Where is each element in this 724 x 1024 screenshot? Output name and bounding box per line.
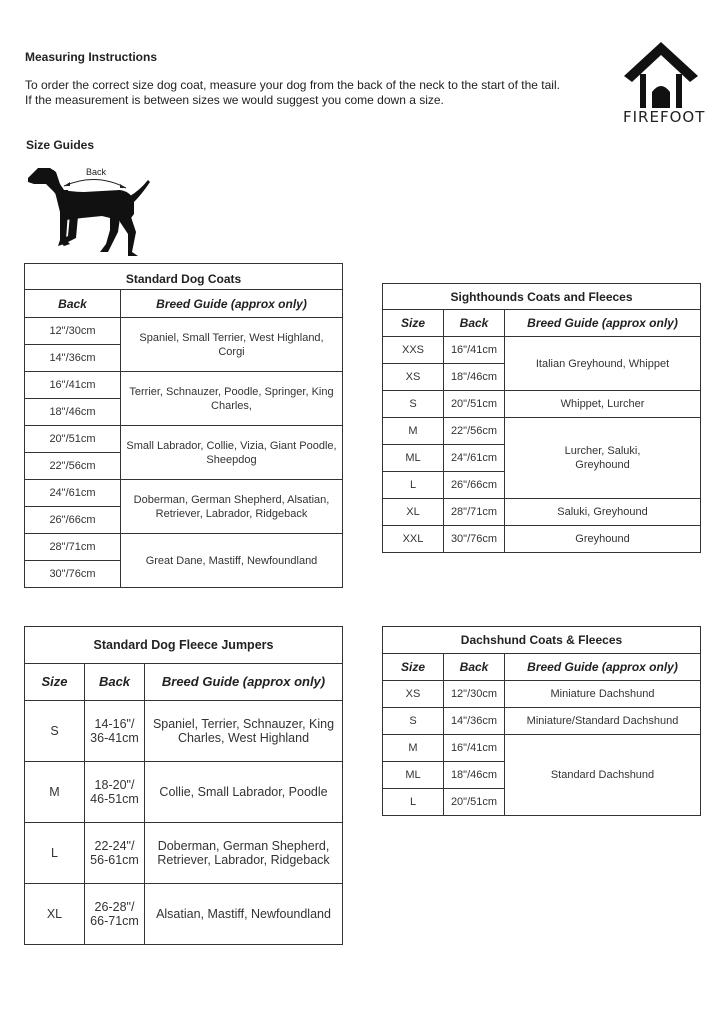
- back-cell: 14"/36cm: [444, 708, 505, 735]
- col-header-size: Size: [383, 310, 444, 337]
- intro-line-2: If the measurement is between sizes we would suggest you come down a size.: [25, 93, 444, 107]
- back-cell: 18"/46cm: [444, 364, 505, 391]
- breed-cell: Great Dane, Mastiff, Newfoundland: [121, 534, 343, 588]
- size-cell: M: [383, 735, 444, 762]
- back-cell: 12"/30cm: [444, 681, 505, 708]
- breed-cell: Doberman, German Shepherd, Retriever, Labrador, Ridgeback: [145, 823, 343, 884]
- back-cell: 20"/51cm: [444, 391, 505, 418]
- back-cm: 46-51cm: [90, 792, 139, 806]
- back-cell: 18"/46cm: [25, 399, 121, 426]
- back-cell: 22"/56cm: [444, 418, 505, 445]
- dog-house-icon: [620, 38, 704, 108]
- size-cell: XXL: [383, 526, 444, 553]
- breed-cell: Small Labrador, Collie, Vizia, Giant Poodle, Sheepdog: [121, 426, 343, 480]
- back-cell: [85, 823, 145, 884]
- back-cell: 24"/61cm: [444, 445, 505, 472]
- back-cell: [85, 884, 145, 945]
- col-header-breed: Breed Guide (approx only): [505, 310, 701, 337]
- intro-line-1: To order the correct size dog coat, measure your dog from the back of the neck to the start of the tail.: [25, 78, 560, 92]
- size-cell: ML: [383, 762, 444, 789]
- dachshund-table: [382, 626, 701, 816]
- col-header-back: Back: [85, 664, 145, 701]
- back-cm: 56-61cm: [90, 853, 139, 867]
- back-cell: 28"/71cm: [25, 534, 121, 561]
- col-header-breed: Breed Guide (approx only): [121, 290, 343, 318]
- breed-cell: Greyhound: [505, 526, 701, 553]
- back-cell: 14"/36cm: [25, 345, 121, 372]
- size-cell: XL: [383, 499, 444, 526]
- breed-cell: Doberman, German Shepherd, Alsatian, Retriever, Labrador, Ridgeback: [121, 480, 343, 534]
- size-cell: S: [383, 708, 444, 735]
- size-cell: M: [383, 418, 444, 445]
- back-cell: 20"/51cm: [444, 789, 505, 816]
- col-header-size: Size: [25, 664, 85, 701]
- size-cell: XL: [25, 884, 85, 945]
- breed-cell: Miniature/Standard Dachshund: [505, 708, 701, 735]
- back-cell: [85, 701, 145, 762]
- dog-measure-diagram: [24, 162, 154, 258]
- col-header-back: Back: [444, 654, 505, 681]
- size-guides-title: Size Guides: [26, 138, 95, 152]
- breed-cell: Spaniel, Small Terrier, West Highland, Corgi: [121, 318, 343, 372]
- table-title: Dachshund Coats & Fleeces: [383, 627, 701, 654]
- back-inches: 22-24"/: [94, 839, 135, 853]
- size-cell: ML: [383, 445, 444, 472]
- back-cell: 22"/56cm: [25, 453, 121, 480]
- back-cm: 36-41cm: [90, 731, 139, 745]
- breed-cell: Italian Greyhound, Whippet: [505, 337, 701, 391]
- breed-cell: Standard Dachshund: [505, 735, 701, 816]
- table-title: Sighthounds Coats and Fleeces: [383, 284, 701, 310]
- table-title: Standard Dog Fleece Jumpers: [25, 627, 343, 664]
- sighthounds-table: [382, 283, 701, 553]
- logo-text: FIREFOOT: [623, 108, 706, 126]
- size-cell: L: [383, 789, 444, 816]
- back-inches: 18-20"/: [94, 778, 135, 792]
- page-title: Measuring Instructions: [25, 50, 158, 64]
- size-cell: S: [383, 391, 444, 418]
- breed-cell: Lurcher, Saluki, Greyhound: [505, 418, 701, 499]
- firefoot-logo: [620, 38, 704, 128]
- col-header-breed: Breed Guide (approx only): [505, 654, 701, 681]
- back-cell: 18"/46cm: [444, 762, 505, 789]
- size-cell: M: [25, 762, 85, 823]
- breed-cell: Saluki, Greyhound: [505, 499, 701, 526]
- size-cell: XS: [383, 681, 444, 708]
- table-title: Standard Dog Coats: [25, 264, 343, 290]
- col-header-size: Size: [383, 654, 444, 681]
- fleece-jumpers-table: [24, 626, 343, 945]
- back-cell: 24"/61cm: [25, 480, 121, 507]
- breed-cell: Whippet, Lurcher: [505, 391, 701, 418]
- back-cell: 16"/41cm: [444, 735, 505, 762]
- back-cell: 30"/76cm: [444, 526, 505, 553]
- back-cell: 12"/30cm: [25, 318, 121, 345]
- back-cell: 28"/71cm: [444, 499, 505, 526]
- back-inches: 14-16"/: [94, 717, 135, 731]
- back-cell: 16"/41cm: [444, 337, 505, 364]
- back-cell: 16"/41cm: [25, 372, 121, 399]
- size-cell: L: [25, 823, 85, 884]
- breed-cell: Alsatian, Mastiff, Newfoundland: [145, 884, 343, 945]
- size-cell: XS: [383, 364, 444, 391]
- standard-coats-table: [24, 263, 343, 588]
- size-cell: L: [383, 472, 444, 499]
- breed-cell: Collie, Small Labrador, Poodle: [145, 762, 343, 823]
- breed-cell: Miniature Dachshund: [505, 681, 701, 708]
- back-inches: 26-28"/: [94, 900, 135, 914]
- back-cm: 66-71cm: [90, 914, 139, 928]
- col-header-back: Back: [25, 290, 121, 318]
- back-cell: [85, 762, 145, 823]
- back-cell: 26"/66cm: [444, 472, 505, 499]
- col-header-back: Back: [444, 310, 505, 337]
- col-header-breed: Breed Guide (approx only): [145, 664, 343, 701]
- back-label: Back: [86, 167, 107, 177]
- back-cell: 20"/51cm: [25, 426, 121, 453]
- back-cell: 26"/66cm: [25, 507, 121, 534]
- size-cell: S: [25, 701, 85, 762]
- breed-cell: Terrier, Schnauzer, Poodle, Springer, King Charles,: [121, 372, 343, 426]
- size-cell: XXS: [383, 337, 444, 364]
- breed-cell: Spaniel, Terrier, Schnauzer, King Charles, West Highland: [145, 701, 343, 762]
- back-cell: 30"/76cm: [25, 561, 121, 588]
